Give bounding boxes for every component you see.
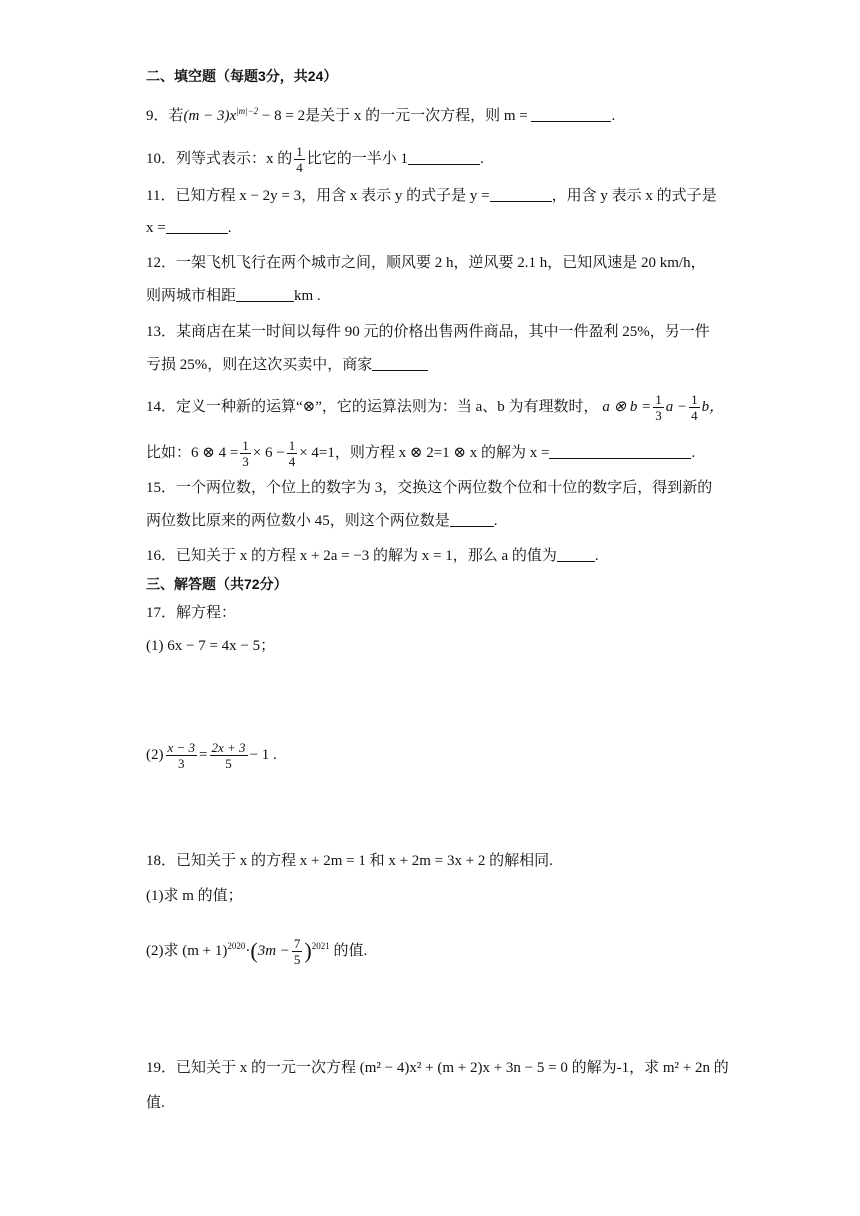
question-19: 19．已知关于 x 的一元一次方程 (m² − 4)x² + (m + 2)x + 3n − 5 = 0 的解为-1，求 m² + 2n 的 [146, 1060, 729, 1076]
question-18-part1: (1)求 m 的值； [146, 888, 243, 904]
answer-blank[interactable] [549, 444, 691, 459]
question-17: 17．解方程： [146, 605, 237, 621]
answer-blank[interactable] [372, 356, 428, 371]
answer-blank[interactable] [490, 187, 552, 202]
question-17-part2: (2) $\frac{x - 3}{3}$ = $\frac{2x + 3}{5}$ − 1 . [146, 740, 277, 771]
answer-blank[interactable] [408, 150, 480, 165]
question-14: 14．定义一种新的运算“⊗”，它的运算法则为：当 a、b 为有理数时， a ⊗ b = $\frac{1}{3}$ a − $\frac{1}{4}$ b， [146, 392, 725, 423]
question-14-line2: 比如：6 ⊗ 4 = $\frac{1}{3}$ × 6 − $\frac{1}{4}$ × 4=1，则方程 x ⊗ 2=1 ⊗ x 的解为 x = . [146, 438, 696, 469]
question-16: 16．已知关于 x 的方程 x + 2a = −3 的解为 x = 1，那么 a 的值为 . [146, 548, 599, 564]
fraction: $\frac{1}{4}$ [296, 144, 303, 175]
answer-blank[interactable] [450, 512, 494, 527]
answer-blank[interactable] [531, 107, 611, 122]
answer-blank[interactable] [166, 219, 228, 234]
question-19-line2: 值. [146, 1095, 165, 1111]
question-10: 10．列等式表示：x 的 $\frac{1}{4}$ 比它的一半小 1 . [146, 144, 484, 175]
question-18-part2: (2)求 $(m + 1)^{2020}\cdot(3m$ − $\frac{7}{5}$ )$^{2021}$ 的值. [146, 936, 368, 968]
question-11-line2: x = . [146, 220, 232, 236]
question-12-line2: 则两城市相距 km . [146, 288, 321, 304]
question-17-part1: (1) 6x − 7 = 4x − 5； [146, 638, 276, 654]
answer-blank[interactable] [236, 287, 294, 302]
question-9: 9．若$(m - 3)x^{|m|-2} - 8 = 2$是关于 x 的一元一次方程，则 m = . [146, 106, 616, 124]
question-13: 13．某商店在某一时间以每件 90 元的价格出售两件商品，其中一件盈利 25%，另一件 [146, 324, 710, 340]
question-12: 12．一架飞机飞行在两个城市之间，顺风要 2 h，逆风要 2.1 h，已知风速是 20 km/h， [146, 255, 706, 271]
question-11: 11．已知方程 x − 2y = 3，用含 x 表示 y 的式子是 y = ，用含 y 表示 x 的式子是 [146, 188, 717, 204]
section-3-title: 三、解答题（共72分） [146, 576, 288, 592]
question-15: 15．一个两位数，个位上的数字为 3，交换这个两位数个位和十位的数字后，得到新的 [146, 480, 713, 496]
question-18: 18．已知关于 x 的方程 x + 2m = 1 和 x + 2m = 3x + 2 的解相同. [146, 853, 553, 869]
answer-blank[interactable] [557, 547, 595, 562]
question-13-line2: 亏损 25%，则在这次买卖中，商家 [146, 355, 428, 375]
question-15-line2: 两位数比原来的两位数小 45，则这个两位数是 . [146, 513, 498, 529]
section-2-title: 二、填空题（每题3分，共24） [146, 68, 338, 84]
